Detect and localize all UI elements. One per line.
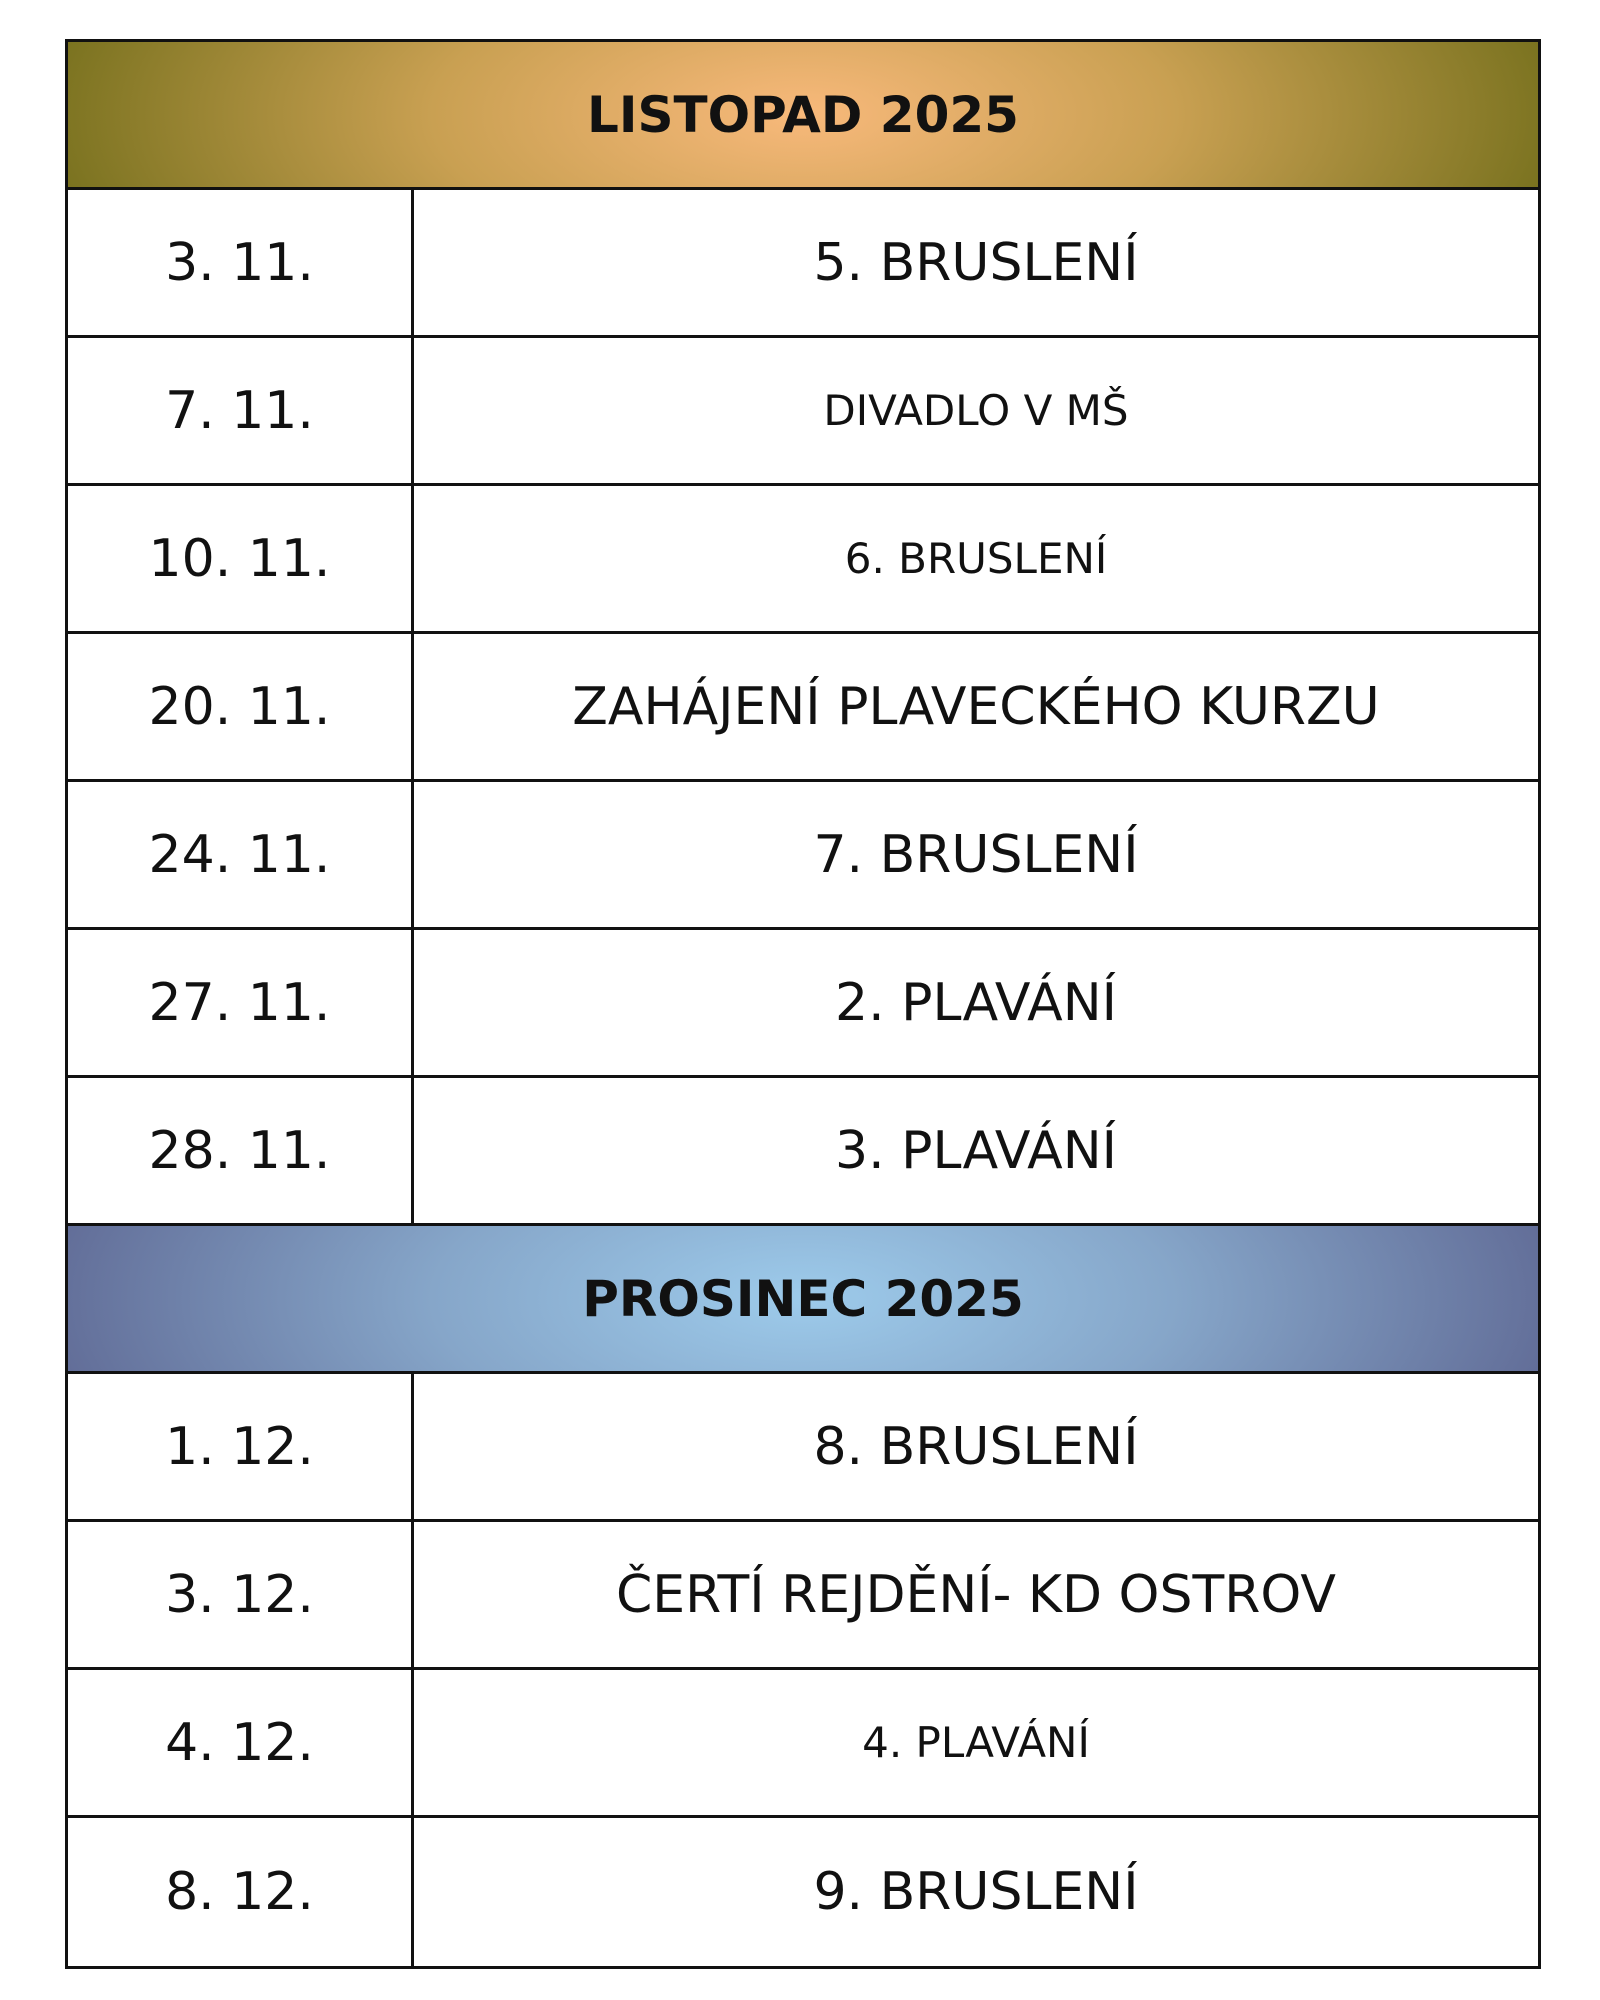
date-cell: 3. 12. xyxy=(68,1522,414,1667)
date-cell: 4. 12. xyxy=(68,1670,414,1815)
date-cell: 28. 11. xyxy=(68,1078,414,1223)
event-cell: 5. BRUSLENÍ xyxy=(813,232,1139,293)
event-cell: 7. BRUSLENÍ xyxy=(813,824,1139,885)
event-cell: 4. PLAVÁNÍ xyxy=(862,1718,1090,1767)
table-row xyxy=(68,1374,1538,1522)
date-cell: 8. 12. xyxy=(68,1818,414,1966)
table-row xyxy=(68,486,1538,634)
date-cell: 1. 12. xyxy=(68,1374,414,1519)
table-row xyxy=(68,1670,1538,1818)
table-row xyxy=(68,1818,1538,1966)
event-cell: 9. BRUSLENÍ xyxy=(813,1862,1139,1922)
event-cell: ZAHÁJENÍ PLAVECKÉHO KURZU xyxy=(572,676,1380,737)
table-row xyxy=(68,930,1538,1078)
event-cell: 6. BRUSLENÍ xyxy=(844,534,1108,583)
table-row xyxy=(68,190,1538,338)
month-header-november: LISTOPAD 2025 xyxy=(68,42,1538,190)
event-cell: DIVADLO V MŠ xyxy=(823,386,1129,435)
event-cell: 3. PLAVÁNÍ xyxy=(835,1120,1117,1181)
date-cell: 20. 11. xyxy=(68,634,414,779)
table-row xyxy=(68,634,1538,782)
date-cell: 7. 11. xyxy=(68,338,414,483)
event-cell: 8. BRUSLENÍ xyxy=(813,1416,1139,1477)
table-row xyxy=(68,1522,1538,1670)
date-cell: 10. 11. xyxy=(68,486,414,631)
date-cell: 24. 11. xyxy=(68,782,414,927)
date-cell: 3. 11. xyxy=(68,190,414,335)
date-cell: 27. 11. xyxy=(68,930,414,1075)
table-row xyxy=(68,1078,1538,1226)
table-row xyxy=(68,782,1538,930)
schedule-table xyxy=(65,39,1541,1969)
month-header-december: PROSINEC 2025 xyxy=(68,1226,1538,1374)
event-cell: ČERTÍ REJDĚNÍ- KD OSTROV xyxy=(616,1564,1336,1625)
event-cell: 2. PLAVÁNÍ xyxy=(835,972,1117,1033)
table-row xyxy=(68,338,1538,486)
